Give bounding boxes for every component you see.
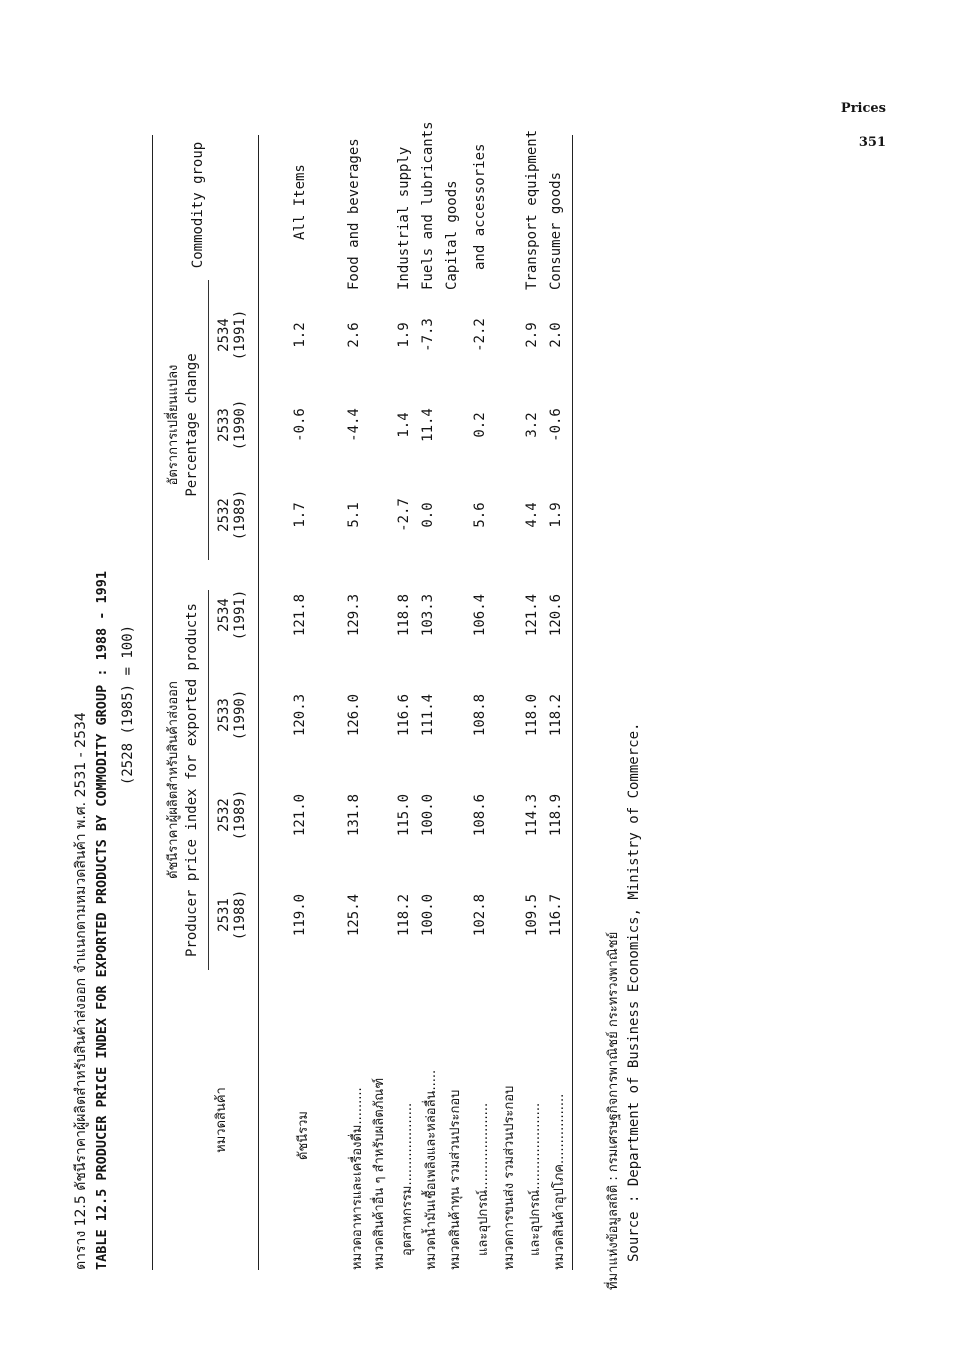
cell-trans-1989: 114.3 <box>524 793 540 837</box>
cell-ind-1989: 115.0 <box>396 793 412 837</box>
year-index-1991: 2534 (1991) <box>216 589 248 641</box>
table-base-year: (2528 (1985) = 100) <box>120 624 136 786</box>
cell-fuel-chg-1989: 0.0 <box>420 502 436 528</box>
header-rule <box>258 135 259 1270</box>
cell-fuel-1988: 100.0 <box>420 893 436 937</box>
cell-trans-chg-1991: 2.9 <box>524 322 540 348</box>
cell-all-1991: 121.8 <box>292 593 308 637</box>
cell-ind-1990: 116.6 <box>396 693 412 737</box>
row-transport-thai-2: และอุปกรณ์..................... <box>528 1102 543 1256</box>
row-fuels-english: Fuels and lubricants <box>420 121 436 290</box>
table-title-english: TABLE 12.5 PRODUCER PRICE INDEX FOR EXPORTED PRODUCTS BY COMMODITY GROUP : 1988 - 1991 <box>94 571 110 1270</box>
cell-food-1991: 129.3 <box>346 593 362 637</box>
cell-ind-1991: 118.8 <box>396 593 412 637</box>
header-change-english: Percentage change <box>184 353 200 497</box>
row-all-items-english: All Items <box>292 164 308 240</box>
cell-cons-1990: 118.2 <box>548 693 564 737</box>
cell-ind-chg-1991: 1.9 <box>396 322 412 348</box>
rotated-table-page <box>50 120 790 1290</box>
cell-cap-chg-1989: 5.6 <box>472 502 488 528</box>
cell-trans-chg-1989: 4.4 <box>524 502 540 528</box>
year-change-1989: 2532 (1989) <box>216 489 248 541</box>
cell-cap-1991: 106.4 <box>472 593 488 637</box>
row-capital-thai-1: หมวดสินค้าทุน รวมส่วนประกอบ <box>448 1089 463 1270</box>
cell-cap-chg-1990: 0.2 <box>472 412 488 438</box>
cell-food-chg-1991: 2.6 <box>346 322 362 348</box>
cell-fuel-chg-1990: 11.4 <box>420 408 436 442</box>
cell-ind-chg-1990: 1.4 <box>396 412 412 438</box>
cell-food-1989: 131.8 <box>346 793 362 837</box>
row-capital-thai-2: และอุปกรณ์..................... <box>476 1102 491 1256</box>
cell-trans-1991: 121.4 <box>524 593 540 637</box>
cell-all-chg-1991: 1.2 <box>292 322 308 348</box>
year-index-1990: 2533 (1990) <box>216 689 248 741</box>
cell-all-chg-1990: -0.6 <box>292 408 308 442</box>
cell-cons-chg-1989: 1.9 <box>548 502 564 528</box>
row-industrial-thai-1: หมวดสินค้าอื่น ๆ สำหรับผลิตภัณฑ์ <box>372 1077 387 1270</box>
row-fuels-thai: หมวดน้ำมันเชื้อเพลิงและหล่อลื่น..... <box>424 1069 439 1270</box>
source-english: Source : Department of Business Economics, Ministry of Commerce. <box>626 722 642 1262</box>
table-title-thai: ตาราง 12.5 ดัชนีราคาผู้ผลิตสำหรับสินค้าส่งออก จำแนกตามหมวดสินค้า พ.ศ. 2531 - 2534 <box>73 712 89 1270</box>
cell-ind-1988: 118.2 <box>396 893 412 937</box>
top-rule <box>152 135 153 1270</box>
row-transport-english: Transport equipment <box>524 129 540 290</box>
cell-food-1988: 125.4 <box>346 893 362 937</box>
year-index-1988: 2531 (1988) <box>216 889 248 941</box>
year-change-1990: 2533 (1990) <box>216 399 248 451</box>
header-index-english: Producer price index for exported products <box>184 603 200 958</box>
cell-cap-chg-1991: -2.2 <box>472 318 488 352</box>
cell-trans-1990: 118.0 <box>524 693 540 737</box>
cell-cons-chg-1990: -0.6 <box>548 408 564 442</box>
cell-cons-1989: 118.9 <box>548 793 564 837</box>
year-index-1989: 2532 (1989) <box>216 789 248 841</box>
row-food-thai: หมวดอาหารและเครื่องดื่ม......... <box>350 1087 365 1270</box>
cell-cons-1991: 120.6 <box>548 593 564 637</box>
cell-food-chg-1990: -4.4 <box>346 408 362 442</box>
cell-cons-chg-1991: 2.0 <box>548 322 564 348</box>
header-commodity-thai: หมวดสินค้า <box>214 1087 229 1153</box>
row-consumer-thai: หมวดสินค้าอุปโภค................. <box>552 1093 567 1270</box>
cell-all-1990: 120.3 <box>292 693 308 737</box>
bottom-rule <box>572 135 573 1270</box>
row-industrial-thai-2: อุตสาหกรรม.................... <box>400 1102 415 1256</box>
cell-ind-chg-1989: -2.7 <box>396 498 412 532</box>
source-thai: ที่มาแห่งข้อมูลสถิติ : กรมเศรษฐกิจการพาณิชย์ กระทรวงพาณิชย์ <box>606 931 621 1290</box>
row-all-items-thai: ดัชนีรวม <box>296 1110 311 1160</box>
cell-all-chg-1989: 1.7 <box>292 502 308 528</box>
cell-food-1990: 126.0 <box>346 693 362 737</box>
cell-cap-1988: 102.8 <box>472 893 488 937</box>
page-number: 351 <box>858 135 886 150</box>
row-transport-thai-1: หมวดการขนส่ง รวมส่วนประกอบ <box>502 1085 517 1270</box>
cell-all-1988: 119.0 <box>292 893 308 937</box>
cell-cap-1990: 108.8 <box>472 693 488 737</box>
cell-food-chg-1989: 5.1 <box>346 502 362 528</box>
section-name: Prices <box>840 101 886 116</box>
row-industrial-english: Industrial supply <box>396 146 412 290</box>
row-food-english: Food and beverages <box>346 138 362 290</box>
row-capital-english-1: Capital goods <box>444 180 460 290</box>
row-capital-english-2: and accessories <box>472 143 488 270</box>
cell-fuel-1990: 111.4 <box>420 693 436 737</box>
running-head <box>841 92 886 160</box>
cell-all-1989: 121.0 <box>292 793 308 837</box>
cell-cap-1989: 108.6 <box>472 793 488 837</box>
cell-fuel-chg-1991: -7.3 <box>420 318 436 352</box>
cell-trans-chg-1990: 3.2 <box>524 412 540 438</box>
cell-trans-1988: 109.5 <box>524 893 540 937</box>
header-commodity-english: Commodity group <box>190 141 206 269</box>
row-consumer-english: Consumer goods <box>548 171 564 290</box>
header-change-thai: อัตราการเปลี่ยนแปลง <box>166 364 181 486</box>
cell-fuel-1989: 100.0 <box>420 793 436 837</box>
change-group-rule <box>208 280 209 560</box>
year-change-1991: 2534 (1991) <box>216 309 248 361</box>
header-index-thai: ดัชนีราคาผู้ผลิตสำหรับสินค้าส่งออก <box>166 681 181 879</box>
index-group-rule <box>208 590 209 970</box>
cell-cons-1988: 116.7 <box>548 893 564 937</box>
cell-fuel-1991: 103.3 <box>420 593 436 637</box>
